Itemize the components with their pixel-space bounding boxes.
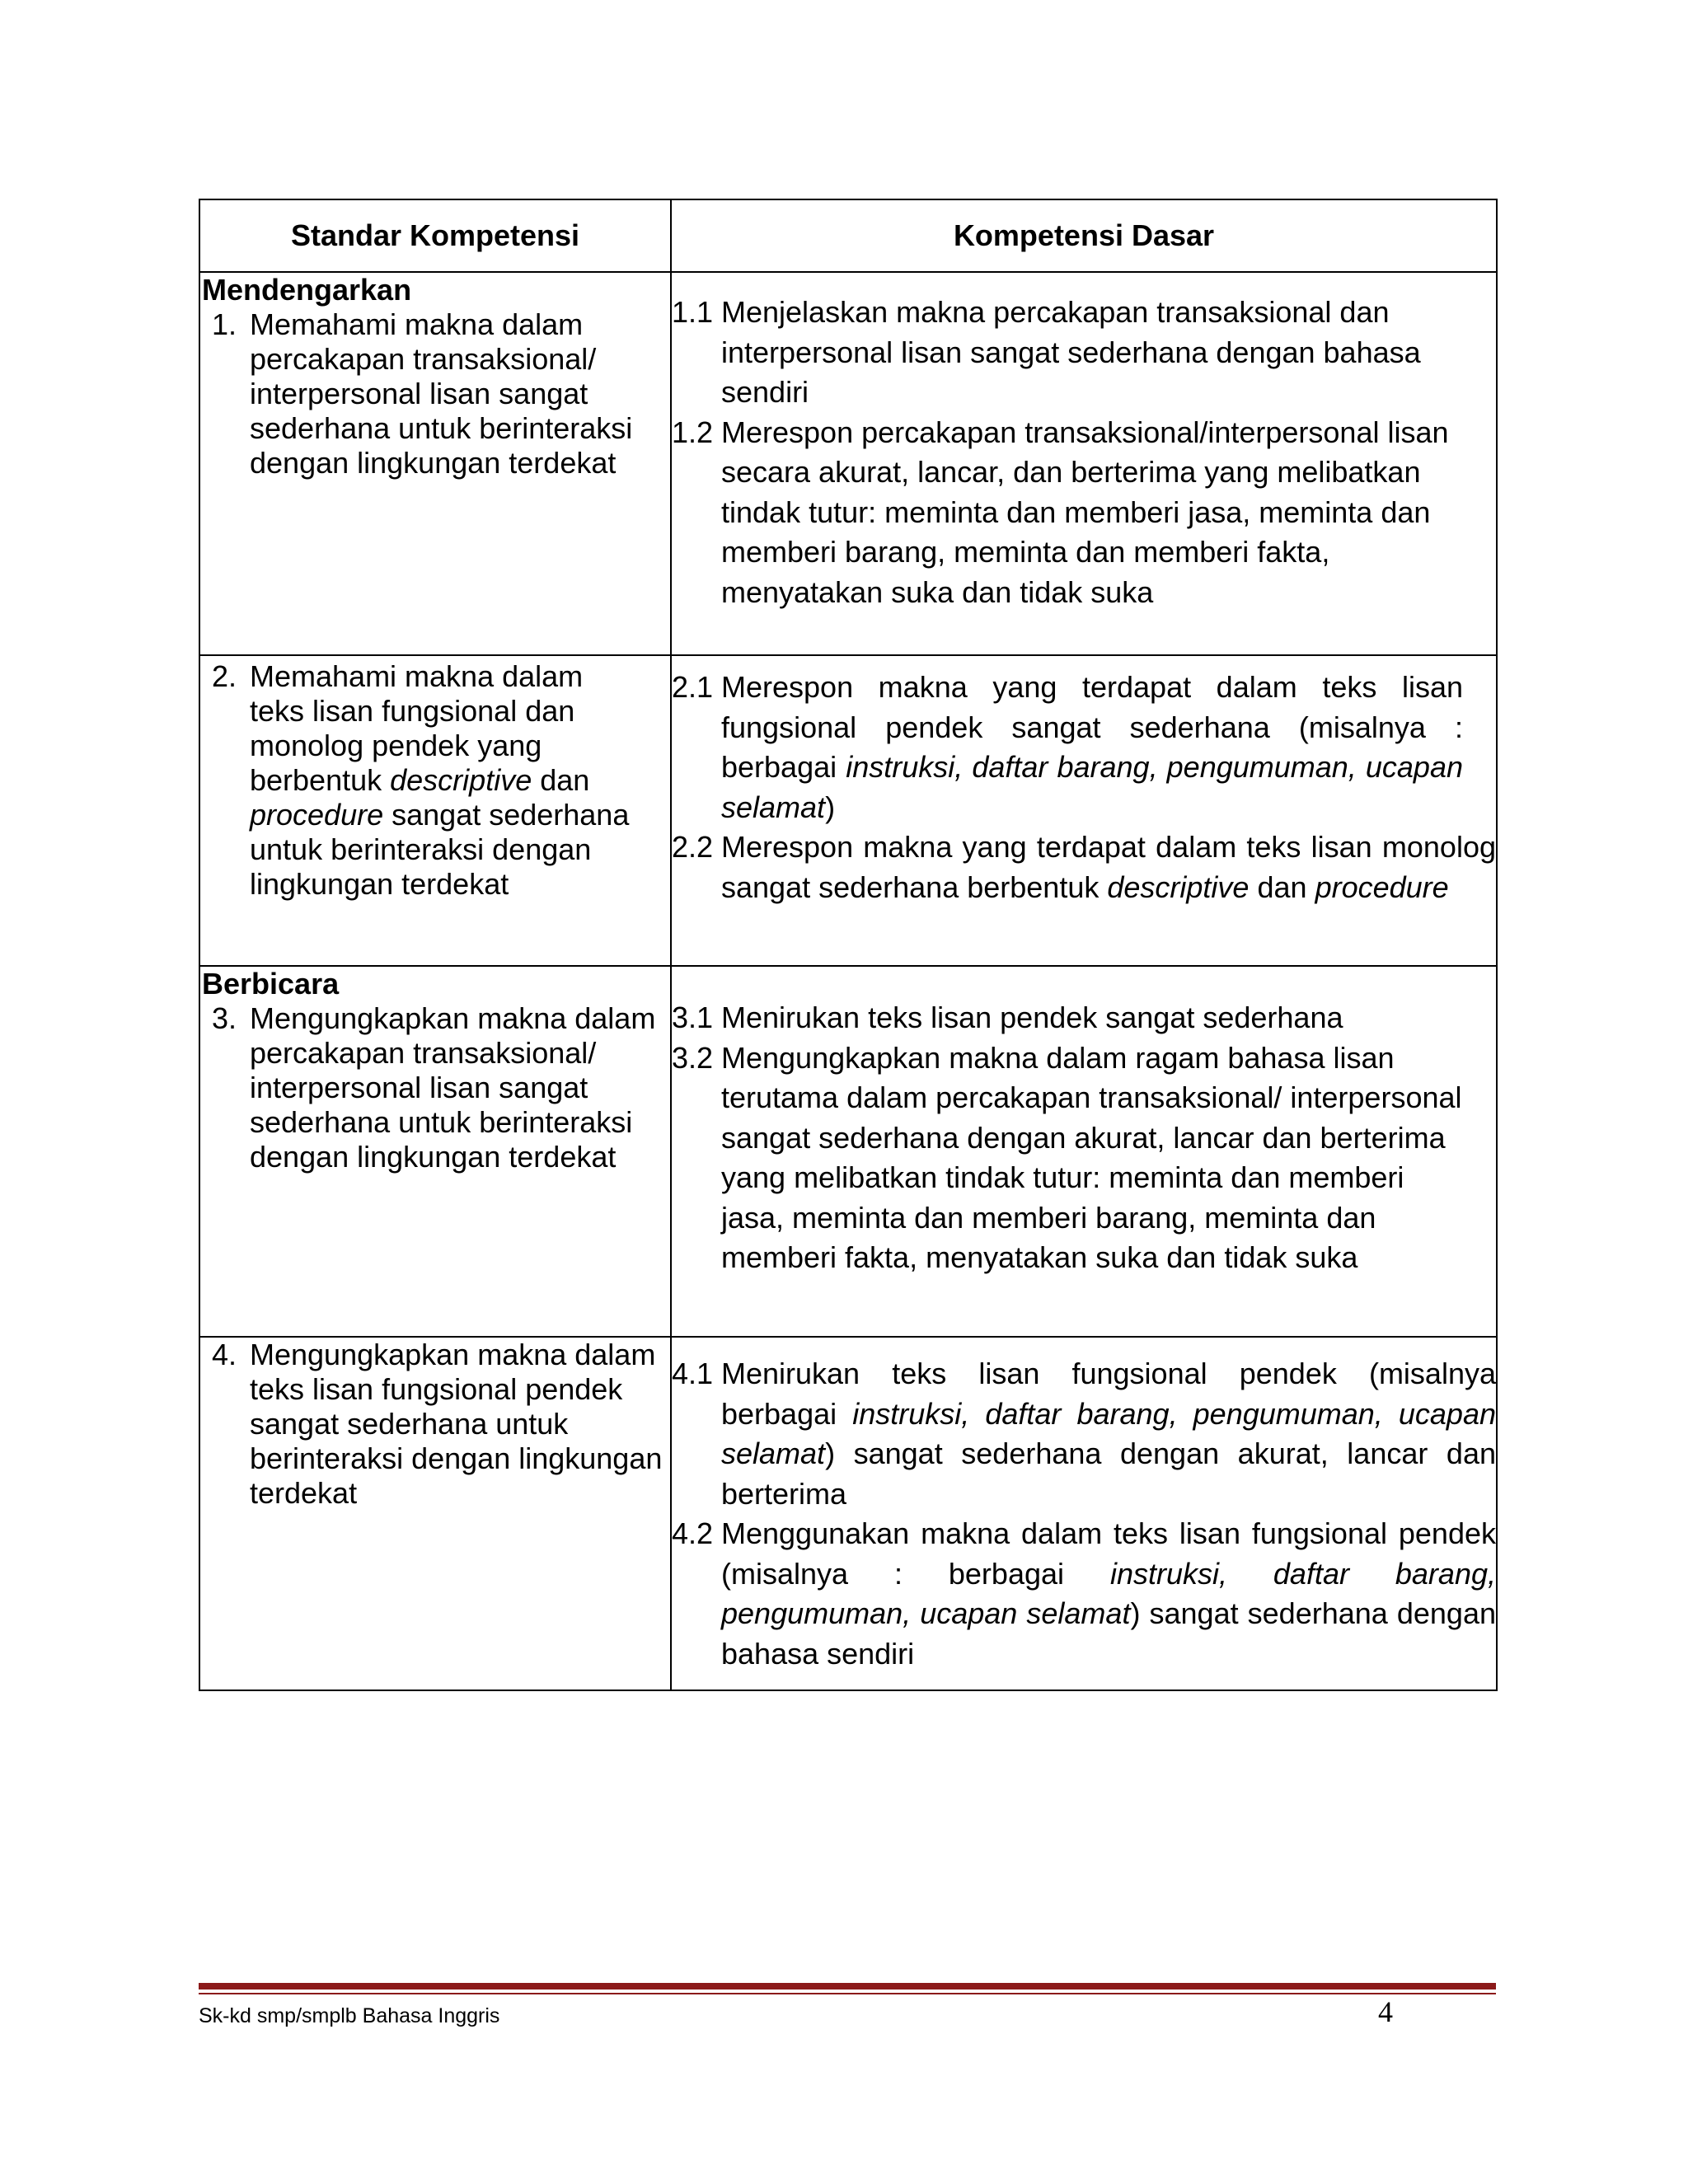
- kd-item: [672, 668, 1496, 827]
- header-kompetensi-dasar: Kompetensi Dasar: [671, 199, 1497, 272]
- kd-text: Mengungkapkan makna dalam ragam bahasa lisan terutama dalam percakapan transaksional/ interpersonal sangat sederhana dengan akurat, lancar dan berterima yang melibatkan tindak tutur: meminta dan memberi jasa, meminta dan memberi barang, meminta dan memberi fakta, menyatakan suka dan tidak suka: [721, 1040, 1462, 1274]
- footer-label: Sk-kd smp/smplb Bahasa Inggris: [199, 2004, 500, 2027]
- section-title-speaking: Berbicara: [202, 967, 340, 1001]
- kd-text: Menirukan teks lisan pendek sangat sederhana: [721, 1001, 1343, 1034]
- kd-number: 3.2: [672, 1040, 714, 1075]
- sk-text: Memahami makna dalam percakapan transaksional/ interpersonal lisan sangat sederhana untuk berinteraksi dengan lingkungan terdekat: [250, 307, 633, 480]
- kd-cell: [671, 1337, 1497, 1690]
- competency-table: [199, 199, 1498, 1691]
- kd-text-italic: procedure: [1315, 869, 1449, 904]
- kd-text-part: Merespon makna yang terdapat dalam teks lisan monolog sangat sederhana berbentuk: [721, 830, 1496, 904]
- kd-text-part: ) sangat sederhana dengan bahasa sendiri: [721, 1596, 1496, 1671]
- kd-text: [721, 827, 1496, 907]
- sk-text-italic: descriptive: [390, 763, 532, 797]
- kd-number: 4.2: [672, 1516, 714, 1550]
- kd-cell: [671, 966, 1497, 1337]
- sk-text: Mengungkapkan makna dalam percakapan transaksional/ interpersonal lisan sangat sederhana untuk berinteraksi dengan lingkungan terdekat: [250, 1001, 656, 1174]
- section-title-listening: Mendengarkan: [202, 273, 412, 307]
- kd-text-part: Menirukan teks lisan fungsional pendek (misalnya berbagai: [721, 1357, 1496, 1431]
- sk-cell: [199, 655, 671, 966]
- sk-item: [200, 659, 670, 902]
- kd-text: Menjelaskan makna percakapan transaksional dan interpersonal lisan sangat sederhana dengan bahasa sendiri: [721, 295, 1421, 409]
- kd-text-part: Merespon makna yang terdapat dalam teks lisan fungsional pendek sangat sederhana (misalnya : berbagai: [721, 670, 1463, 784]
- kd-number: 4.1: [672, 1357, 714, 1390]
- kd-item: [672, 1038, 1496, 1278]
- sk-item: [200, 1001, 670, 1174]
- sk-text-part: Memahami makna dalam teks lisan fungsional dan monolog pendek yang berbentuk: [250, 659, 584, 797]
- kd-item: [672, 1354, 1496, 1514]
- sk-cell: [199, 272, 671, 655]
- kd-text-part: ) sangat sederhana dengan akurat, lancar dan berterima: [721, 1436, 1496, 1511]
- sk-cell: [199, 966, 671, 1337]
- sk-text-italic: procedure: [250, 798, 384, 832]
- kd-text: [721, 668, 1496, 827]
- kd-cell: [671, 655, 1497, 966]
- sk-text-part: sangat sederhana untuk berinteraksi dengan lingkungan terdekat: [250, 798, 630, 901]
- sk-number: 4.: [212, 1338, 237, 1371]
- table-header-row: [199, 199, 1497, 272]
- kd-item: [672, 1514, 1496, 1674]
- kd-text-italic: instruksi, daftar barang, pengumuman, ucapan selamat: [721, 750, 1463, 824]
- kd-item: [672, 827, 1496, 907]
- kd-text: [721, 1354, 1496, 1514]
- kd-text-part: ): [825, 790, 836, 824]
- kd-text-italic: instruksi, daftar barang, pengumuman, ucapan selamat: [721, 1396, 1496, 1470]
- kd-text: [721, 1514, 1496, 1674]
- page-number: 4: [1378, 1995, 1393, 2028]
- kd-text-italic: descriptive: [1107, 869, 1250, 904]
- sk-item: [200, 1338, 670, 1511]
- kd-cell: [671, 272, 1497, 655]
- table-row: [199, 1337, 1497, 1690]
- kd-number: 1.2: [672, 415, 714, 449]
- table-row: [199, 655, 1497, 966]
- sk-number: 1.: [212, 307, 237, 341]
- kd-item: [672, 413, 1496, 613]
- sk-text: Mengungkapkan makna dalam teks lisan fungsional pendek sangat sederhana untuk berinteraksi dengan lingkungan terdekat: [250, 1338, 663, 1510]
- table-row: [199, 966, 1497, 1337]
- kd-number: 2.1: [672, 670, 714, 704]
- footer-rule: [199, 1983, 1496, 1990]
- sk-number: 2.: [212, 659, 237, 693]
- kd-item: [672, 293, 1496, 413]
- header-standar-kompetensi: Standar Kompetensi: [199, 199, 671, 272]
- sk-text-part: dan: [540, 763, 590, 797]
- kd-number: 1.1: [672, 295, 714, 329]
- sk-number: 3.: [212, 1001, 237, 1035]
- sk-cell: [199, 1337, 671, 1690]
- kd-text-italic: instruksi, daftar barang, pengumuman, ucapan selamat: [721, 1556, 1496, 1630]
- kd-text-part: Menggunakan makna dalam teks lisan fungsional pendek (misalnya : berbagai: [721, 1516, 1496, 1591]
- kd-text: Merespon percakapan transaksional/interpersonal lisan secara akurat, lancar, dan berterima yang melibatkan tindak tutur: meminta dan memberi jasa, meminta dan memberi barang, meminta dan memberi fakta, menyatakan suka dan tidak suka: [721, 415, 1449, 609]
- kd-item: [672, 998, 1496, 1038]
- sk-item: [200, 307, 670, 480]
- sk-text: [250, 659, 670, 902]
- kd-number: 3.1: [672, 1001, 714, 1034]
- kd-text-part: dan: [1257, 869, 1307, 904]
- footer-rule-thin: [199, 1993, 1496, 1994]
- kd-number: 2.2: [672, 830, 714, 864]
- table-row: [199, 272, 1497, 655]
